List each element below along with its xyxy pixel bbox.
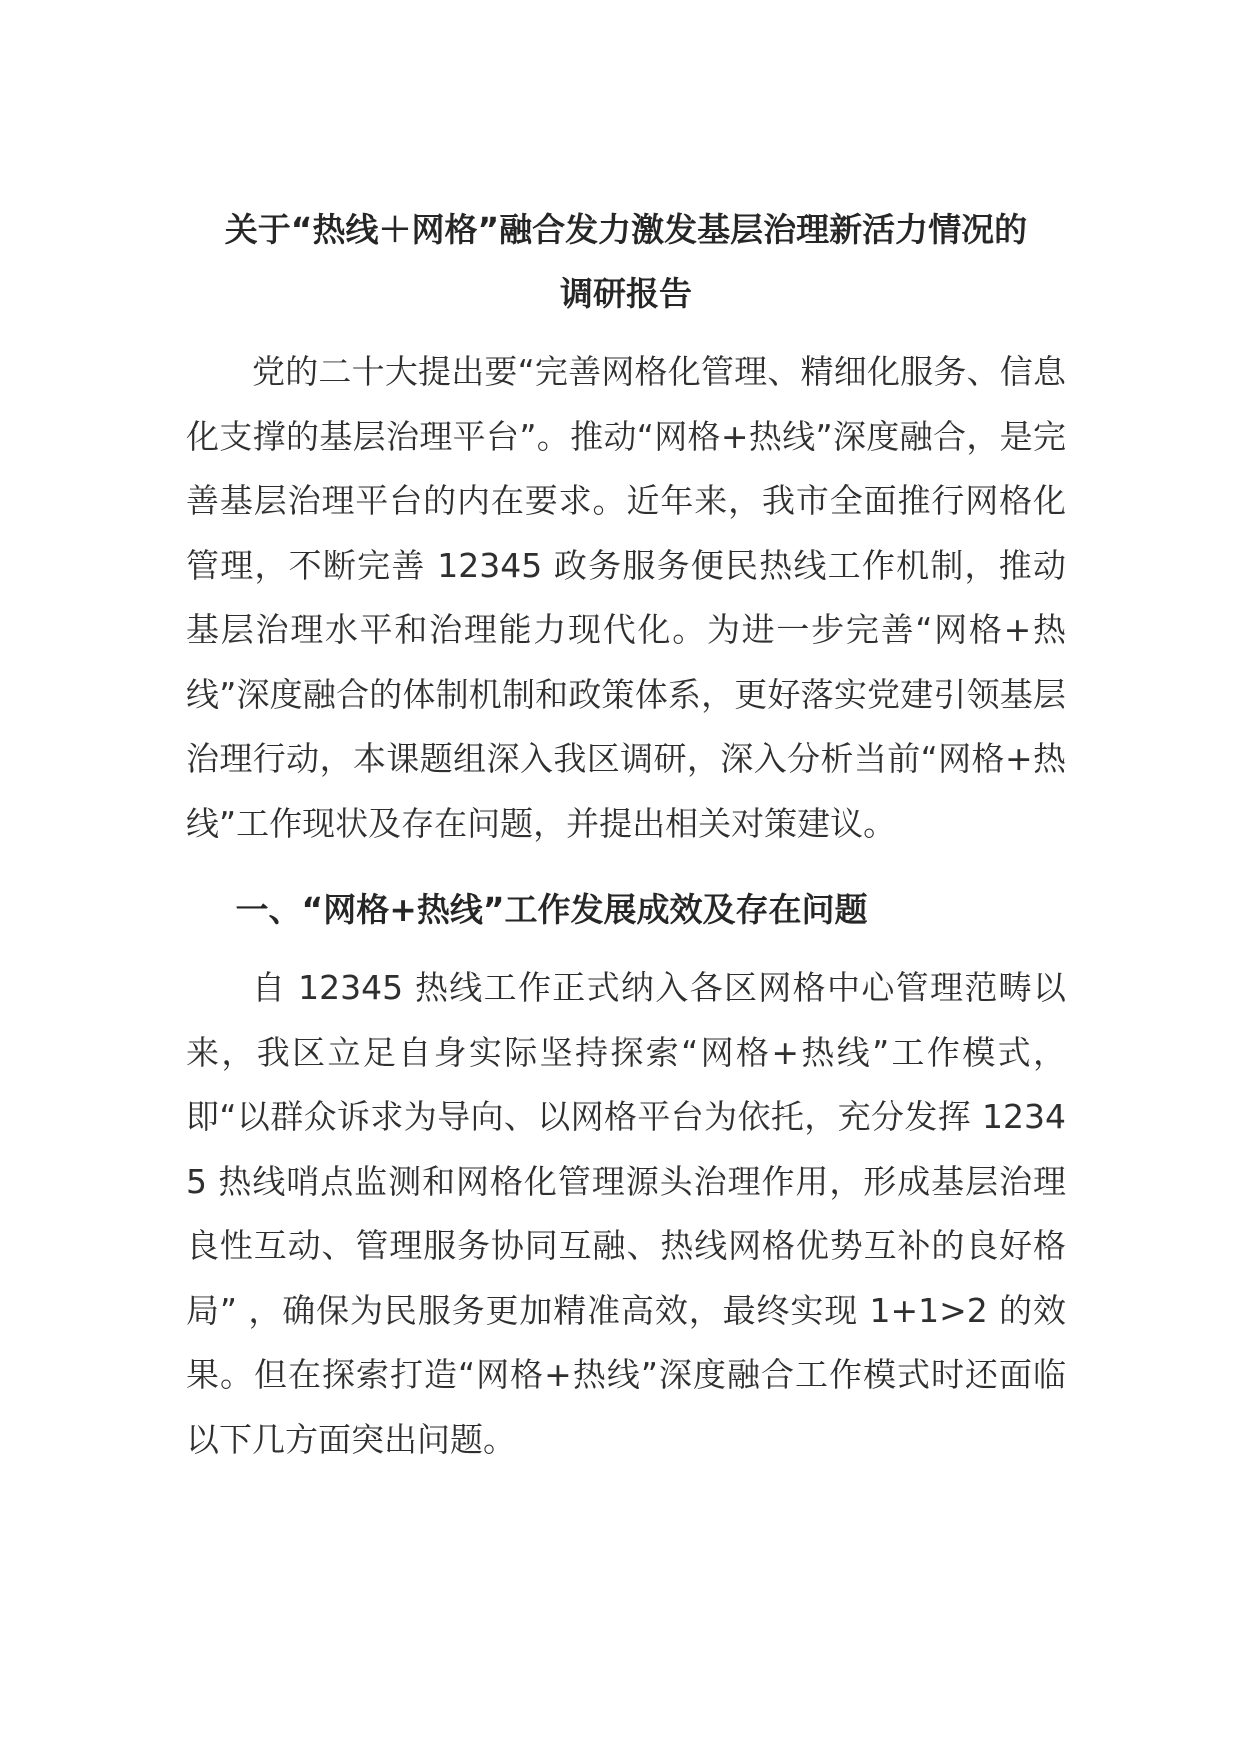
intro-paragraph: 党的二十大提出要“完善网格化管理、精细化服务、信息化支撑的基层治理平台”。推动“网格+热线”深度融合，是完善基层治理平台的内在要求。近年来，我市全面推行网格化管理，不断完善 12345 政务服务便民热线工作机制，推动基层治理水平和治理能力现代化。为进一步完善“网格+热线”深度融合的体制机制和政策体系，更好落实党建引领基层治理行动，本课题组深入我区调研，深入分析当前“网格+热线”工作现状及存在问题，并提出相关对策建议。 — [186, 352, 1066, 843]
section-heading-1: 一、“网格+热线”工作发展成效及存在问题 — [235, 890, 868, 929]
title-line-1: 关于“热线＋网格”融合发力激发基层治理新活力情况的 — [224, 210, 1028, 249]
section-1-paragraph: 自 12345 热线工作正式纳入各区网格中心管理范畴以来，我区立足自身实际坚持探索“网格+热线”工作模式，即“以群众诉求为导向、以网格平台为依托，充分发挥 12345 热线哨点监测和网格化管理源头治理作用，形成基层治理良性互动、管理服务协同互融、热线网格优势互补的良好格局” ，确保为民服务更加精准高效，最终实现 1+1>2 的效果。但在探索打造“网格+热线”深度融合工作模式时还面临以下几方面突出问题。 — [186, 968, 1066, 1459]
title-line-2: 调研报告 — [560, 274, 692, 313]
document-body — [186, 198, 1066, 1472]
document-title — [186, 198, 1066, 326]
